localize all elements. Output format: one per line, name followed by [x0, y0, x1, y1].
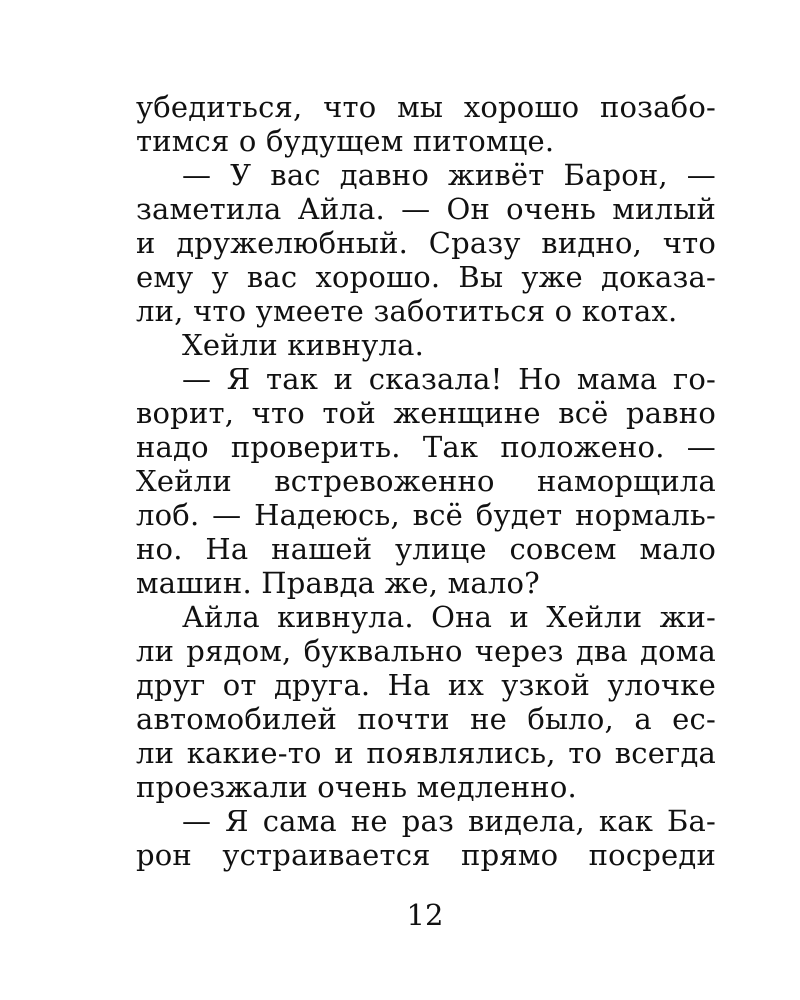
text-line: рон устраивается прямо посреди — [136, 838, 716, 872]
text-line: и дружелюбный. Сразу видно, что — [136, 226, 716, 260]
text-line: тимся о будущем питомце. — [136, 124, 555, 158]
text-line: ли, что умеете заботиться о котах. — [136, 294, 678, 328]
text-line: ли рядом, буквально через два дома — [136, 634, 716, 668]
text-line: машин. Правда же, мало? — [136, 566, 540, 600]
text-line: но. На нашей улице совсем мало — [136, 532, 716, 566]
text-line: лоб. — Надеюсь, всё будет нормаль- — [136, 498, 716, 532]
text-line: Хейли встревоженно наморщила — [136, 464, 716, 498]
text-line: проезжали очень медленно. — [136, 770, 577, 804]
text-line: ворит, что той женщине всё равно — [136, 396, 716, 430]
text-line: Хейли кивнула. — [182, 328, 425, 362]
text-line: — У вас давно живёт Барон, — — [182, 158, 716, 192]
text-line: ему у вас хорошо. Вы уже доказа- — [136, 260, 716, 294]
text-line: — Я сама не раз видела, как Ба- — [182, 804, 716, 838]
text-line: автомобилей почти не было, а ес- — [136, 702, 716, 736]
text-line: ли какие-то и появлялись, то всегда — [136, 736, 716, 770]
text-line: заметила Айла. — Он очень милый — [136, 192, 716, 226]
page-text — [136, 90, 716, 872]
text-line: — Я так и сказала! Но мама го- — [182, 362, 716, 396]
page-number: 12 — [406, 898, 444, 932]
text-line: друг от друга. На их узкой улочке — [136, 668, 716, 702]
text-line: Айла кивнула. Она и Хейли жи- — [182, 600, 716, 634]
text-line: надо проверить. Так положено. — — [136, 430, 716, 464]
text-line: убедиться, что мы хорошо позабо- — [136, 90, 716, 124]
